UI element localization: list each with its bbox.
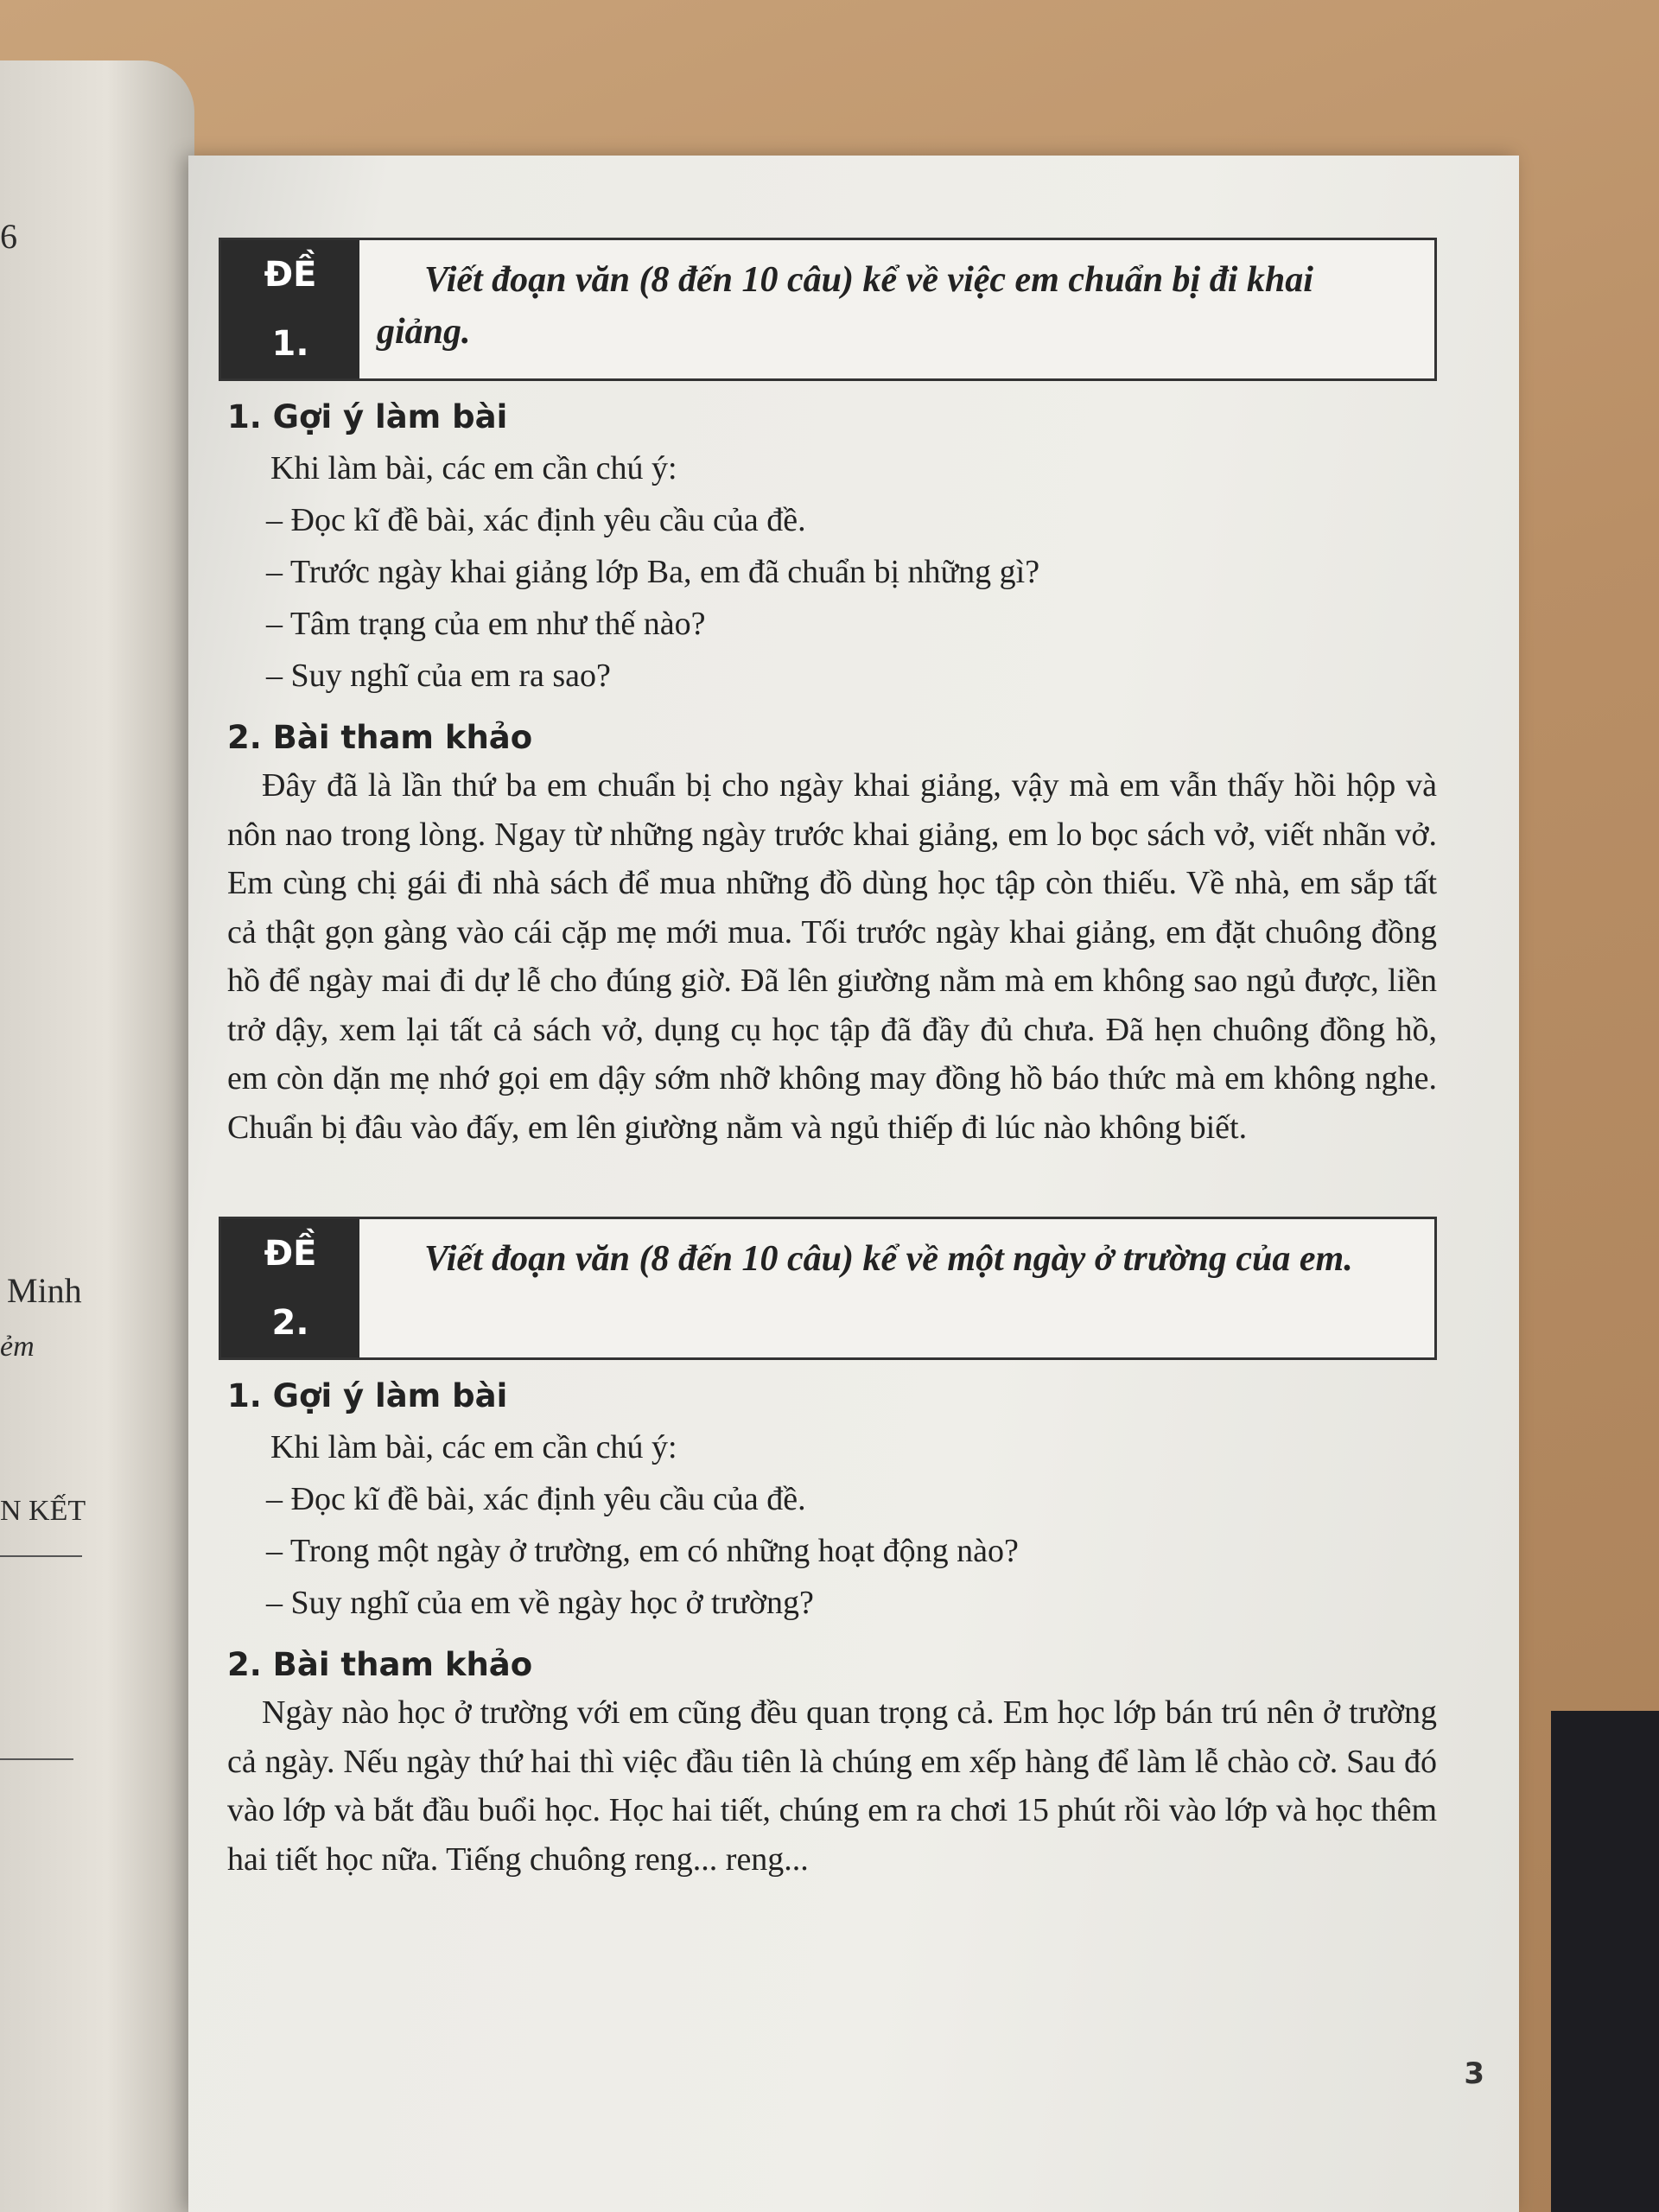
exercise-number: 2.: [271, 1303, 309, 1343]
exercise-title-text: Viết đoạn văn (8 đến 10 câu) kể về một ngày ở trường của em.: [424, 1239, 1353, 1279]
exercise-label-text: ĐỀ: [264, 1234, 317, 1274]
exercise-2-hint-list: [219, 1473, 1437, 1629]
exercise-label-text: ĐỀ: [264, 255, 317, 295]
hint-item: – Tâm trạng của em như thế nào?: [266, 606, 706, 642]
exercise-1-hint-intro: Khi làm bài, các em cần chú ý:: [270, 450, 677, 486]
hint-item: – Trước ngày khai giảng lớp Ba, em đã chuẩn bị những gì?: [266, 554, 1040, 590]
exercise-2-header: [219, 1217, 1437, 1360]
exercise-number: 1.: [271, 324, 309, 364]
left-page-rule: [0, 1758, 73, 1760]
exercise-2-label: [221, 1219, 359, 1357]
page-content: [219, 238, 1437, 1884]
exercise-1-label: [221, 240, 359, 378]
hint-item: – Trong một ngày ở trường, em có những hoạt động nào?: [266, 1533, 1019, 1569]
hint-item: – Suy nghĩ của em ra sao?: [266, 658, 611, 694]
exercise-2-reference-heading: 2. Bài tham khảo: [227, 1646, 533, 1683]
left-page-rule: [0, 1555, 82, 1557]
exercise-2-hint-intro: Khi làm bài, các em cần chú ý:: [270, 1429, 677, 1465]
left-page-fragment-number: 6: [0, 217, 17, 256]
left-page-edge: [0, 60, 194, 2212]
exercise-title-text: Viết đoạn văn (8 đến 10 câu) kể về việc em chuẩn bị đi khai giảng.: [377, 260, 1313, 352]
exercise-1-hint-list: [219, 494, 1437, 702]
background-dark-object: [1551, 1711, 1659, 2212]
page-number: 3: [1464, 2056, 1484, 2091]
exercise-2-title: [377, 1233, 1408, 1285]
exercise-1-reference-heading: 2. Bài tham khảo: [227, 719, 533, 756]
hint-item: – Đọc kĩ đề bài, xác định yêu cầu của đề.: [266, 502, 806, 538]
left-page-fragment-minh: Minh: [7, 1271, 82, 1310]
hint-item: – Suy nghĩ của em về ngày học ở trường?: [266, 1585, 814, 1621]
exercise-2-reference-text: Ngày nào học ở trường với em cũng đều quan trọng cả. Em học lớp bán trú nên ở trường cả ngày. Nếu ngày thứ hai thì việc đầu tiên là chúng em xếp hàng để làm lễ chào cờ. Sau đó vào lớp và bắt đầu buổi học. Học hai tiết, chúng em ra chơi 15 phút rồi vào lớp và học thêm hai tiết học nữa. Tiếng chuông reng... reng...: [227, 1694, 1437, 1878]
exercise-2-hint-heading: 1. Gợi ý làm bài: [227, 1377, 508, 1414]
left-page-fragment-ket: N KẾT: [0, 1495, 86, 1527]
exercise-1-hint-heading: 1. Gợi ý làm bài: [227, 398, 508, 435]
book-page: [188, 156, 1519, 2212]
exercise-1-header: [219, 238, 1437, 381]
exercise-1-reference-text: Đây đã là lần thứ ba em chuẩn bị cho ngày khai giảng, vậy mà em vẫn thấy hồi hộp và nôn nao trong lòng. Ngay từ những ngày trước khai giảng, em lo bọc sách vở, viết nhãn vở. Em cùng chị gái đi nhà sách để mua những đồ dùng học tập còn thiếu. Về nhà, em sắp tất cả thật gọn gàng vào cái cặp mẹ mới mua. Tối trước ngày khai giảng, em đặt chuông đồng hồ để ngày mai đi dự lễ cho đúng giờ. Đã lên giường nằm mà em không sao ngủ được, liền trở dậy, xem lại tất cả sách vở, dụng cụ học tập đã đầy đủ chưa. Đã hẹn chuông đồng hồ, em còn dặn mẹ nhớ gọi em dậy sớm nhỡ không may đồng hồ báo thức mà em không nghe. Chuẩn bị đâu vào đấy, em lên giường nằm và ngủ thiếp đi lúc nào không biết.: [227, 767, 1437, 1146]
hint-item: – Đọc kĩ đề bài, xác định yêu cầu của đề.: [266, 1481, 806, 1517]
left-page-fragment-em: ẻm: [0, 1331, 35, 1363]
exercise-1-title: [377, 254, 1408, 358]
